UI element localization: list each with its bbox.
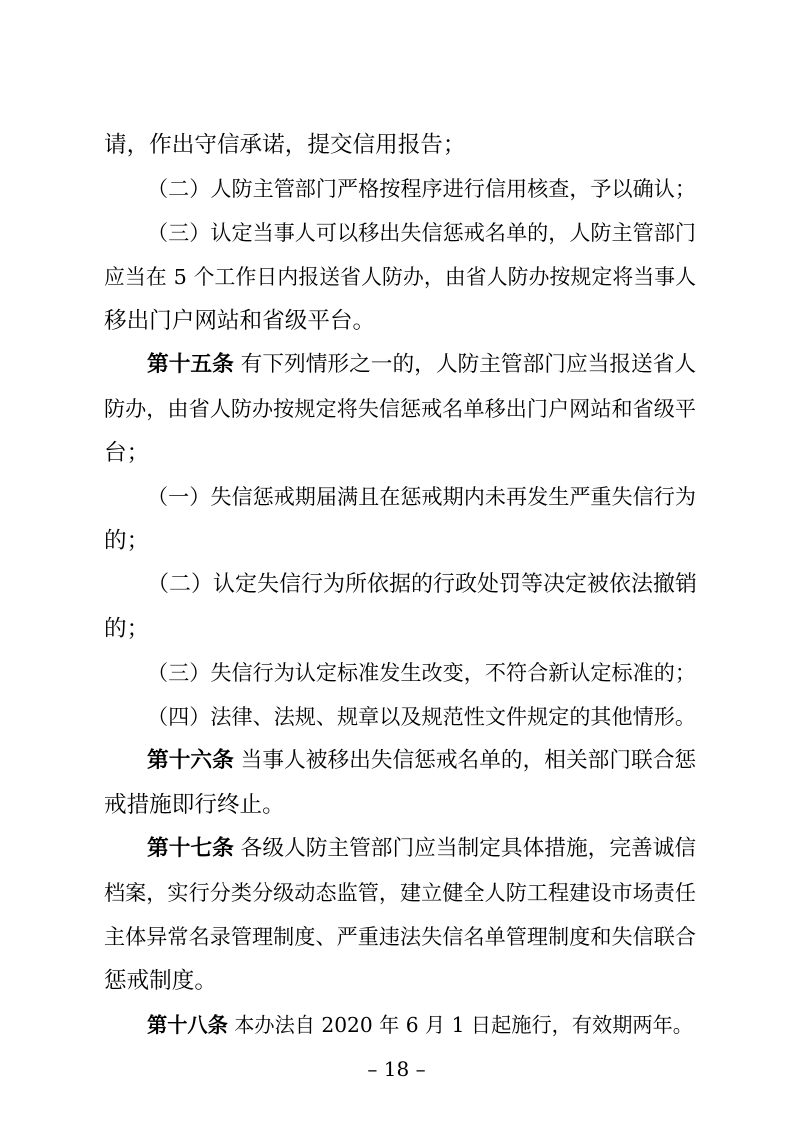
line-text: 请，作出守信承诺，提交信用报告； bbox=[104, 132, 466, 158]
article-heading: 第十八条 bbox=[147, 1013, 228, 1037]
text-line bbox=[104, 876, 696, 910]
line-text: 的； bbox=[104, 616, 150, 642]
article-heading: 第十五条 bbox=[147, 352, 234, 377]
text-line bbox=[104, 436, 696, 470]
line-text: 移出门户网站和省级平台。 bbox=[104, 308, 376, 334]
page-number: – 18 – bbox=[367, 1057, 426, 1081]
line-text: （一）失信惩戒期届满且在惩戒期内未再发生严重失信行为 bbox=[147, 484, 696, 509]
text-line bbox=[104, 920, 696, 954]
text-line bbox=[104, 964, 696, 998]
line-text: （四）法律、法规、规章以及规范性文件规定的其他情形。 bbox=[147, 704, 696, 729]
text-line bbox=[147, 700, 696, 734]
line-text: 应当在 5 个工作日内报送省人防办，由省人防办按规定将当事人 bbox=[104, 265, 696, 289]
text-line bbox=[104, 788, 696, 822]
article-line bbox=[147, 348, 696, 382]
text-line bbox=[147, 480, 696, 514]
line-text: 当事人被移出失信惩戒名单的，相关部门联合惩 bbox=[240, 748, 697, 773]
text-line bbox=[104, 392, 696, 426]
line-text: 主体异常名录管理制度、严重违法失信名单管理制度和失信联合 bbox=[104, 924, 696, 949]
text-line bbox=[104, 128, 696, 162]
article-line bbox=[147, 744, 696, 778]
line-text: （二）认定失信行为所依据的行政处罚等决定被依法撤销 bbox=[147, 572, 698, 597]
text-line bbox=[104, 524, 696, 558]
line-text: （三）认定当事人可以移出失信惩戒名单的，人防主管部门 bbox=[147, 220, 696, 245]
line-text: 惩戒制度。 bbox=[104, 968, 217, 994]
line-text: 各级人防主管部门应当制定具体措施，完善诚信 bbox=[240, 836, 697, 861]
line-text: 台； bbox=[104, 440, 150, 466]
text-line bbox=[147, 216, 696, 250]
line-text: 防办，由省人防办按规定将失信惩戒名单移出门户网站和省级平 bbox=[104, 396, 696, 421]
text-line bbox=[147, 172, 696, 206]
article-line bbox=[147, 832, 696, 866]
line-text: （三）失信行为认定标准发生改变，不符合新认定标准的； bbox=[147, 660, 696, 685]
text-line bbox=[104, 304, 696, 338]
text-line bbox=[104, 260, 696, 294]
line-text: 有下列情形之一的，人防主管部门应当报送省人 bbox=[240, 352, 697, 377]
line-text: 档案，实行分类分级动态监管，建立健全人防工程建设市场责任 bbox=[104, 880, 696, 905]
article-line bbox=[147, 1008, 696, 1042]
article-heading: 第十六条 bbox=[147, 748, 234, 773]
article-heading: 第十七条 bbox=[147, 836, 234, 861]
line-text: （二）人防主管部门严格按程序进行信用核查，予以确认； bbox=[147, 176, 696, 201]
line-text: 本办法自 2020 年 6 月 1 日起施行，有效期两年。 bbox=[234, 1013, 693, 1037]
line-text: 的； bbox=[104, 528, 150, 554]
text-line bbox=[147, 656, 696, 690]
text-line bbox=[104, 612, 696, 646]
text-line bbox=[147, 568, 696, 602]
line-text: 戒措施即行终止。 bbox=[104, 792, 285, 818]
